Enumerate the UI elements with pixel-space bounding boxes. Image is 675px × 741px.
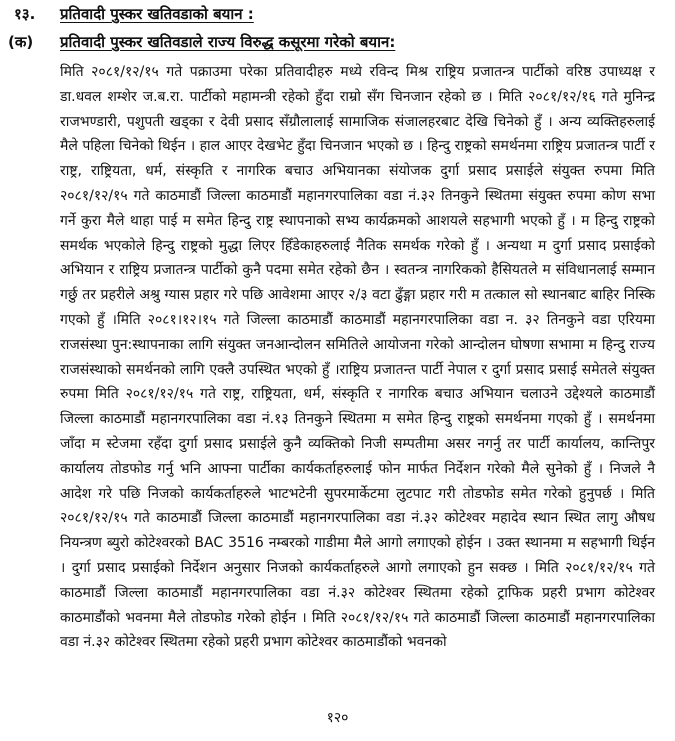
section-number: १३.: [14, 5, 36, 23]
subsection-title: प्रतिवादी पुस्कर खतिवडाले राज्य विरुद्ध कसूरमा गरेको बयान:: [60, 33, 396, 51]
statement-paragraph: मिति २०८१/१२/१५ गते पक्राउमा परेका प्रतिवादीहरु मध्ये रविन्द मिश्र राष्ट्रिय प्रजातन्त्र पार्टीको वरिष्ठ उपाध्यक्ष र डा.धवल शम्शेर ज.ब.रा. पार्टीको महामन्त्री रहेको हुँदा राम्रो सँग चिनजान रहेको छ । मिति २०८१/१२/१६ गते मुनिन्द्र राजभण्डारी, पशुपती खड्का र देवी प्रसाद सँग्रौलालाई सामाजिक संजालहरबाट देखि चिनेको हुँ । अन्य व्यक्तिहरुलाई मैले पहिला चिनेको थिईन । हाल आएर देखभेट हुँदा चिनजान भएको छ । हिन्दु राष्ट्रको समर्थनमा राष्ट्रिय प्रजातन्त्र पार्टी र राष्ट्र, राष्ट्रियता, धर्म, संस्कृति र नागरिक बचाउ अभियानका संयोजक दुर्गा प्रसाद प्रसाईले संयुक्त रुपमा मिति २०८१/१२/१५ गते काठमाडौं जिल्ला काठमाडौं महानगरपालिका वडा नं.३२ तिनकुने स्थितमा संयुक्त रुपमा कोण सभा गर्ने कुरा मैले थाहा पाई म समेत हिन्दु राष्ट्र स्थापनाको सभ्य कार्यक्रमको आशयले सहभागी भएको हुँ । म हिन्दु राष्ट्रको समर्थक भएकोले हिन्दु राष्ट्रको मुद्धा लिएर हिँडेकाहरुलाई नैतिक समर्थक गरेको हुँ । अन्यथा म दुर्गा प्रसाद प्रसाईको अभियान र राष्ट्रिय प्रजातन्त्र पार्टीको कुनै पदमा समेत रहेको छैन । स्वतन्त्र नागरिकको हैसियतले म संविधानलाई सम्मान गर्छु तर प्रहरीले अश्रु ग्यास प्रहार गरे पछि आवेशमा आएर २/३ वटा ढुँङ्गा प्रहार गरी म तत्काल सो स्थानबाट बाहिर निस्कि गएको हुँ ।मिति २०८१।१२।१५ गते जिल्ला काठमाडौं काठमाडौं महानगरपालिका वडा न. ३२ तिनकुने वडा एरियमा राजसंस्था पुन:स्थापनाका लागि संयुक्त जनआन्दोलन समितिले आयोजना गरेको आन्दोलन घोषणा सभामा म हिन्दु राज्य राजसंस्थाको समर्थनको लागि एक्लै उपस्थित भएको हुँ ।राष्ट्रिय प्रजातन्त पार्टी नेपाल र दुर्गा प्रसाद प्रसाई समेतले संयुक्त रुपमा मिति २०८१/१२/१५ गते राष्ट्र, राष्ट्रियता, धर्म, संस्कृति र नागरिक बचाउ अभियान चलाउने उद्देश्यले काठमाडौं जिल्ला काठमाडौं महानगरपालिका वडा नं.१३ तिनकुने स्थितमा म समेत हिन्दु राष्ट्रको समर्थनमा गएको हुँ । समर्थनमा जाँदा म स्टेजमा रहँदा दुर्गा प्रसाद प्रसाईले कुनै व्यक्तिको निजी सम्पतीमा असर नगर्नु तर पार्टी कार्यालय, कान्तिपुर कार्यालय तोडफोड गर्नु भनि आफ्ना पार्टीका कार्यकर्ताहरुलाई फोन मार्फत निर्देशन गरेको मैले सुनेको हुँ । निजले नै आदेश गरे पछि निजको कार्यकर्ताहरुले भाटभटेनी सुपरमार्केटमा लुटपाट गरी तोडफोड समेत गरेको हुनुपर्छ । मिति २०८१/१२/१५ गते काठमाडौं जिल्ला काठमाडौं महानगरपालिका वडा नं.३२ कोटेश्वर महादेव स्थान स्थित लागु औषध नियन्त्रण ब्युरो कोटेश्वरको BAC 3516 नम्बरको गाडीमा मैले आगो लगाएको होईन । उक्त स्थानमा म सहभागी थिईन । दुर्गा प्रसाद प्रसाईको निर्देशन अनुसार निजको कार्यकर्ताहरुले आगो लगाएको हुन सक्छ । मिति २०८१/१२/१५ गते काठमाडौं जिल्ला काठमाडौं महानगरपालिका वडा नं.३२ कोटेश्वर स्थितमा रहेको ट्राफिक प्रहरी प्रभाग कोटेश्वर काठमाडौंको भवनमा मैले तोडफोड गरेको होईन । मिति २०८१/१२/१५ गते काठमाडौं जिल्ला काठमाडौं महानगरपालिका वडा नं.३२ कोटेश्वर स्थितमा रहेको प्रहरी प्रभाग कोटेश्वर काठमाडौंको भवनको: [60, 64, 655, 651]
statement-body: [60, 60, 655, 655]
section-title: प्रतिवादी पुस्कर खतिवडाको बयान :: [60, 5, 254, 23]
subsection-number: (क): [8, 33, 34, 51]
page-number: १२०: [326, 710, 349, 726]
